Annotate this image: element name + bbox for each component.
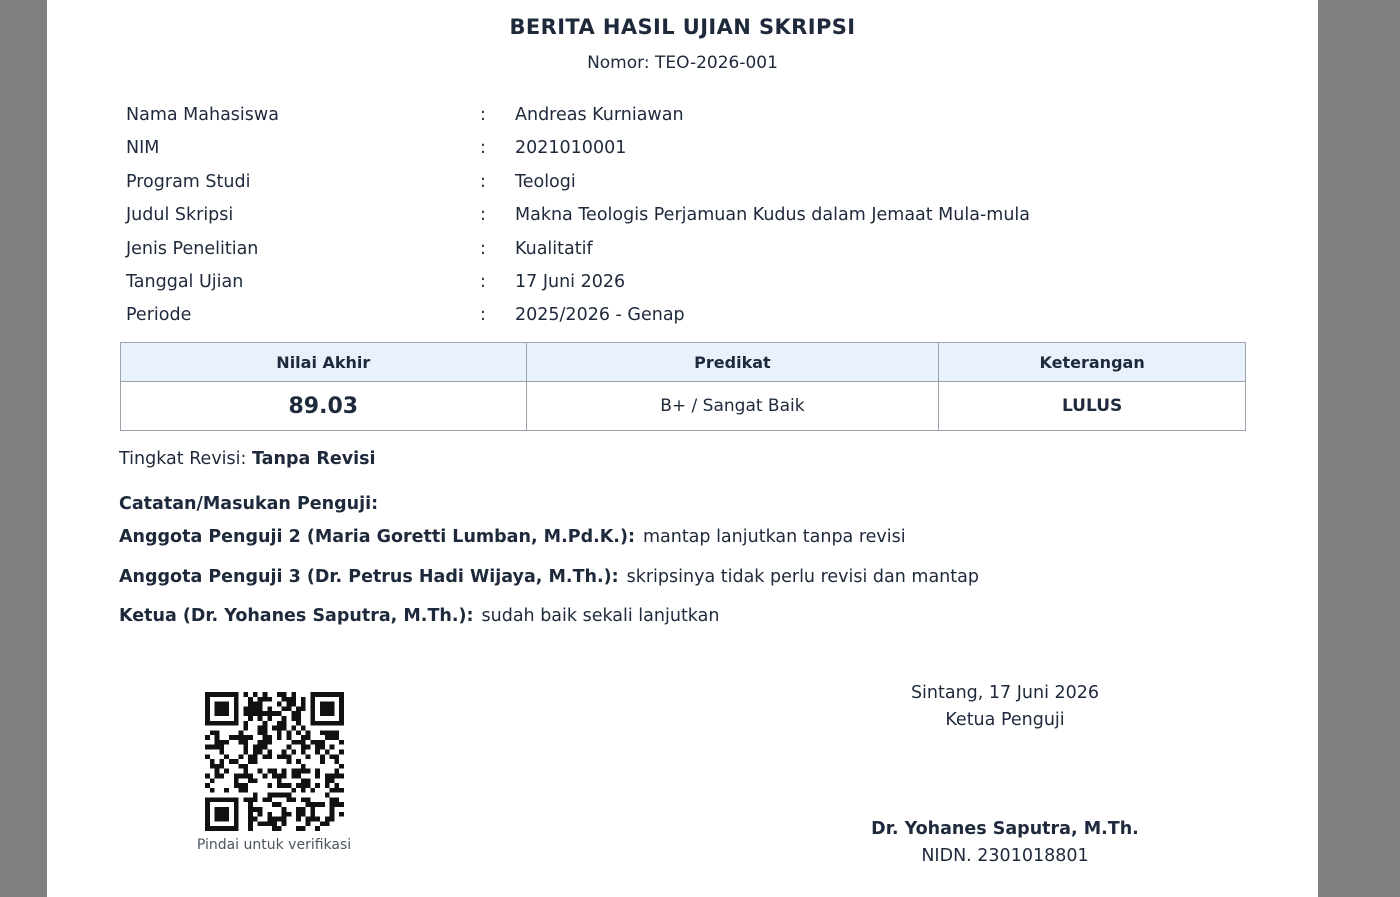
result-table-header — [121, 343, 1246, 382]
examiner-name: Anggota Penguji 2 (Maria Goretti Lumban, M.Pd.K.): — [119, 527, 635, 547]
info-label: Program Studi — [126, 171, 251, 192]
examiner-note — [119, 567, 979, 587]
info-label: Nama Mahasiswa — [126, 105, 279, 125]
info-colon: : — [480, 271, 486, 292]
examiner-note — [119, 527, 906, 547]
info-label: Jenis Penelitian — [126, 238, 259, 259]
examiner-name: Anggota Penguji 3 (Dr. Petrus Hadi Wijaya, M.Th.): — [119, 567, 619, 587]
info-label: Tanggal Ujian — [126, 271, 244, 292]
info-label: Periode — [126, 305, 192, 326]
predicate: B+ / Sangat Baik — [526, 382, 939, 431]
examiner-note — [119, 606, 719, 626]
signature-name: Dr. Yohanes Saputra, M.Th. — [871, 819, 1139, 839]
examiner-name: Ketua (Dr. Yohanes Saputra, M.Th.): — [119, 606, 474, 626]
final-score: 89.03 — [121, 382, 527, 431]
qr-caption: Pindai untuk verifikasi — [196, 837, 352, 853]
info-colon: : — [480, 105, 486, 125]
header-predikat: Predikat — [526, 343, 939, 382]
header-keterangan: Keterangan — [939, 343, 1246, 382]
examiner-comment: sudah baik sekali lanjutkan — [481, 606, 720, 626]
examiner-comment: mantap lanjutkan tanpa revisi — [642, 527, 906, 547]
info-value: 17 Juni 2026 — [515, 271, 626, 292]
info-value: Teologi — [515, 171, 576, 192]
examiner-comment: skripsinya tidak perlu revisi dan mantap — [626, 567, 979, 587]
info-colon: : — [480, 171, 486, 192]
qr-code-icon — [205, 692, 344, 831]
document-title: BERITA HASIL UJIAN SKRIPSI — [509, 15, 856, 39]
info-value: 2021010001 — [515, 138, 627, 159]
document-page — [47, 0, 1318, 897]
notes-heading: Catatan/Masukan Penguji: — [119, 494, 379, 514]
revision-level — [119, 449, 376, 469]
document-number: Nomor: TEO-2026-001 — [587, 53, 778, 73]
info-label: NIM — [126, 138, 160, 159]
info-colon: : — [480, 138, 486, 159]
info-label: Judul Skripsi — [126, 205, 234, 226]
info-value: Kualitatif — [515, 238, 593, 259]
revision-label: Tingkat Revisi: — [119, 449, 247, 469]
header-nilai-akhir: Nilai Akhir — [121, 343, 527, 382]
info-colon: : — [480, 305, 486, 326]
result-table-row — [121, 382, 1246, 431]
info-colon: : — [480, 205, 486, 226]
signature-nidn: NIDN. 2301018801 — [921, 846, 1089, 866]
signature-role: Ketua Penguji — [945, 710, 1065, 730]
info-value: 2025/2026 - Genap — [515, 305, 685, 326]
result-table — [120, 342, 1246, 431]
info-value: Andreas Kurniawan — [515, 105, 684, 125]
qr-verification — [193, 692, 355, 853]
info-value: Makna Teologis Perjamuan Kudus dalam Jemaat Mula-mula — [515, 205, 1031, 226]
signature-place-date: Sintang, 17 Juni 2026 — [910, 683, 1100, 703]
revision-value: Tanpa Revisi — [252, 449, 376, 469]
pass-status: LULUS — [939, 382, 1246, 431]
info-colon: : — [480, 238, 486, 259]
